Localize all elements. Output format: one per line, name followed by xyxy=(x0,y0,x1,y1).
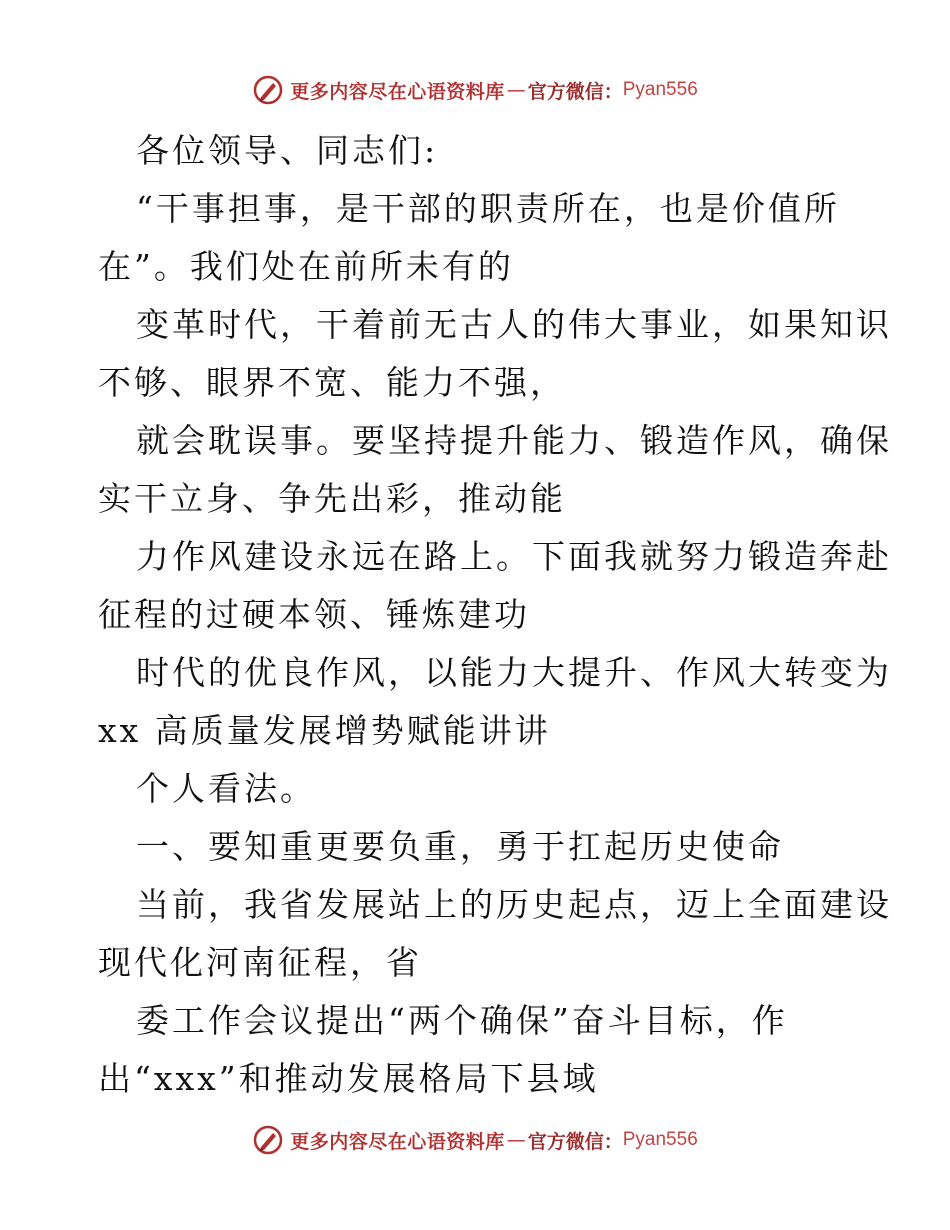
text-line: 时代的优良作风，以能力大提升、作风大转变为 xyxy=(136,653,892,692)
document-body xyxy=(98,122,892,1108)
watermark-dash: — xyxy=(506,79,526,101)
text-line: 实干立身、争先出彩，推动能 xyxy=(98,479,566,518)
pen-logo-icon xyxy=(252,1124,284,1156)
pen-logo-icon xyxy=(252,74,284,106)
text-line: 当前，我省发展站上的历史起点，迈上全面建设 xyxy=(136,885,892,924)
text-line: 在”。我们处在前所未有的 xyxy=(98,247,514,286)
text-line: 不够、眼界不宽、能力不强， xyxy=(98,363,566,402)
text-line: 现代化河南征程，省 xyxy=(98,943,422,982)
text-line: 个人看法。 xyxy=(136,769,316,808)
text-line: 力作风建设永远在路上。下面我就努力锻造奔赴 xyxy=(136,537,892,576)
text-line: 委工作会议提出“两个确保”奋斗目标，作 xyxy=(136,1001,788,1040)
text-line: xx 高质量发展增势赋能讲讲 xyxy=(98,711,551,750)
text-line: 征程的过硬本领、锤炼建功 xyxy=(98,595,530,634)
watermark-sub-text: 官方微信： xyxy=(527,1130,623,1153)
text-line: 就会耽误事。要坚持提升能力、锻造作风，确保 xyxy=(136,421,892,460)
watermark-sub-text: 官方微信： xyxy=(527,80,623,103)
watermark-main-text: 更多内容尽在心语资料库 xyxy=(290,80,505,103)
watermark-main-text: 更多内容尽在心语资料库 xyxy=(290,1130,505,1153)
header-watermark xyxy=(0,74,950,106)
watermark-wechat-id: Pyan556 xyxy=(622,79,698,100)
footer-watermark xyxy=(0,1124,950,1156)
text-line: 各位领导、同志们: xyxy=(136,131,439,170)
watermark-dash: — xyxy=(506,1129,526,1151)
watermark-wechat-id: Pyan556 xyxy=(622,1129,698,1150)
text-line: 出“xxx”和推动发展格局下县域 xyxy=(98,1059,599,1098)
text-line: 变革时代，干着前无古人的伟大事业，如果知识 xyxy=(136,305,892,344)
text-line: “干事担事，是干部的职责所在，也是价值所 xyxy=(136,189,840,228)
section-heading: 一、要知重更要负重，勇于扛起历史使命 xyxy=(136,827,784,866)
